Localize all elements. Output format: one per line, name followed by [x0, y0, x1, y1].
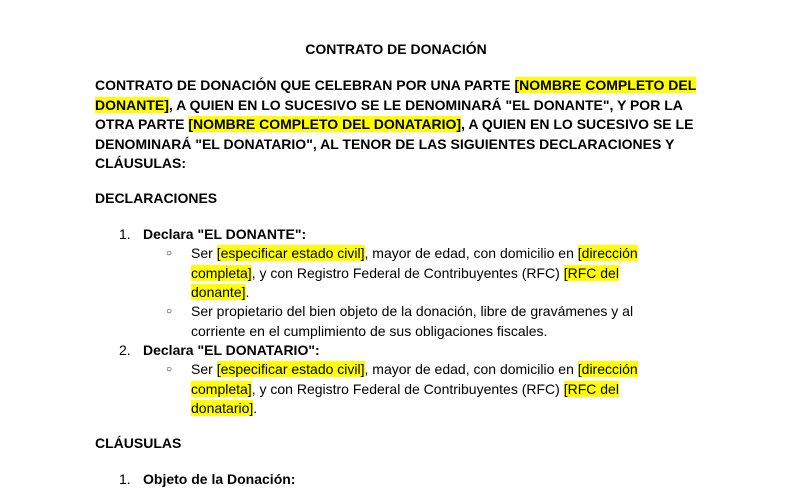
- intro-text-1: CONTRATO DE DONACIÓN QUE CELEBRAN POR UNA PARTE: [95, 77, 515, 93]
- intro-paragraph: [95, 76, 705, 174]
- bullet-circle-icon: ○: [166, 306, 173, 317]
- document-title: CONTRATO DE DONACIÓN: [305, 41, 487, 57]
- civil-status-placeholder: [especificar estado civil]: [216, 245, 365, 261]
- declaration-label: Declara "EL DONANTE":: [143, 226, 307, 242]
- clauses-heading: CLÁUSULAS: [95, 435, 182, 451]
- bullet-text-part: .: [253, 400, 258, 416]
- declarations-heading: DECLARACIONES: [95, 190, 218, 206]
- bullet-circle-icon: ○: [166, 364, 173, 375]
- bullet-text: [191, 360, 666, 419]
- declaration-number: 1.: [119, 226, 131, 242]
- address-placeholder: [dirección completa]: [191, 361, 638, 397]
- intro-text-3: , A QUIEN EN LO SUCESIVO SE LE DENOMINARÁ "EL DONATARIO", AL TENOR DE LAS SIGUIENTES DECLARACIONES Y CLÁUSULAS:: [95, 116, 694, 171]
- bullet-text-part: Ser: [191, 361, 217, 377]
- declaration-label: Declara "EL DONATARIO":: [143, 342, 320, 358]
- donor-name-placeholder: [NOMBRE COMPLETO DEL DONANTE]: [95, 77, 697, 113]
- rfc-placeholder: [RFC del donatario]: [191, 380, 619, 416]
- rfc-placeholder: [RFC del donante]: [191, 264, 619, 300]
- bullet-text-part: , mayor de edad, con domicilio en: [364, 361, 578, 377]
- intro-text-2: , A QUIEN EN LO SUCESIVO SE LE DENOMINARÁ "EL DONANTE", Y POR LA OTRA PARTE: [95, 96, 683, 132]
- bullet-text-part: .: [245, 284, 250, 300]
- address-placeholder: [dirección completa]: [191, 245, 638, 281]
- bullet-text: Ser propietario del bien objeto de la donación, libre de gravámenes y al corriente en el cumplimiento de sus obligaciones fiscales.: [191, 303, 634, 339]
- civil-status-placeholder: [especificar estado civil]: [216, 361, 365, 377]
- bullet-text: [191, 244, 666, 303]
- clause-number: 1.: [119, 471, 131, 487]
- donee-name-placeholder: [NOMBRE COMPLETO DEL DONATARIO]: [188, 116, 462, 132]
- declaration-number: 2.: [119, 342, 131, 358]
- bullet-text-part: Ser: [191, 245, 217, 261]
- bullet-circle-icon: ○: [166, 248, 173, 259]
- bullet-text-part: , y con Registro Federal de Contribuyentes (RFC): [251, 380, 564, 397]
- bullet-text-part: , mayor de edad, con domicilio en: [364, 245, 578, 261]
- clause-label: Objeto de la Donación:: [143, 471, 296, 487]
- bullet-text-part: , y con Registro Federal de Contribuyentes (RFC): [251, 264, 564, 281]
